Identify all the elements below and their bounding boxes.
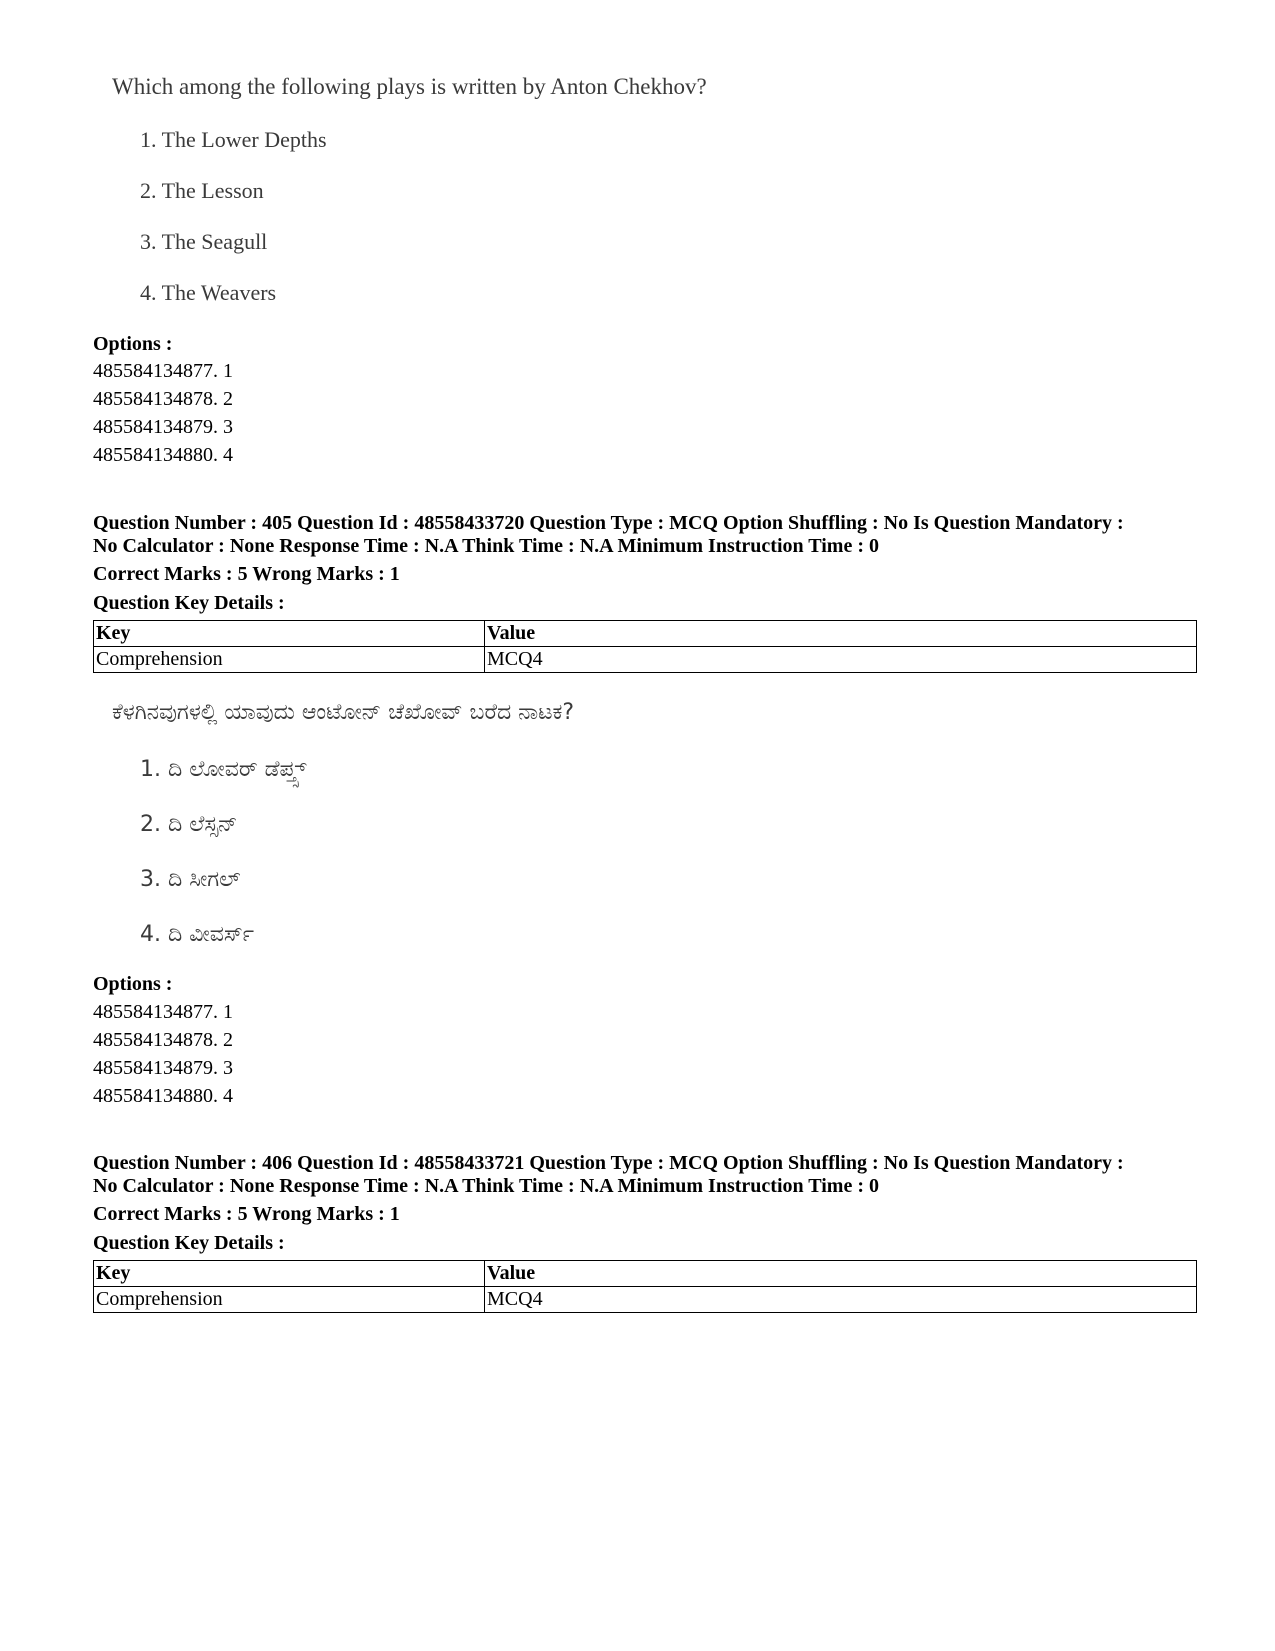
- table-header-key: Key: [94, 621, 485, 647]
- table-row: [94, 1287, 1197, 1313]
- key-details-heading: Question Key Details :: [93, 592, 285, 614]
- table-header-key: Key: [94, 1261, 485, 1287]
- image-option-2-kannada: 2. ದಿ ಲೆಸ್ಸನ್: [140, 812, 238, 837]
- table-header-value: Value: [485, 1261, 1197, 1287]
- question-text-kannada: ಕೆಳಗಿನವುಗಳಲ್ಲಿ ಯಾವುದು ಆಂಟೋನ್ ಚೆಖೋವ್ ಬರೆದ ನಾಟಕ?: [112, 700, 575, 725]
- option-id-4: 485584134880. 4: [93, 1085, 233, 1107]
- question-text-english: Which among the following plays is written by Anton Chekhov?: [112, 74, 707, 99]
- option-id-1: 485584134877. 1: [93, 360, 233, 382]
- option-id-3: 485584134879. 3: [93, 1057, 233, 1079]
- image-option-1-kannada: 1. ದಿ ಲೋವರ್ ಡೆಪ್ತ್ಸ್: [140, 757, 307, 782]
- image-option-3-kannada: 3. ದಿ ಸೀಗಲ್: [140, 867, 241, 892]
- table-header-value: Value: [485, 621, 1197, 647]
- marks-line: Correct Marks : 5 Wrong Marks : 1: [93, 1203, 400, 1225]
- question-meta-line-1: Question Number : 405 Question Id : 48558433720 Question Type : MCQ Option Shuffling : No Is Question Mandatory :: [93, 512, 1124, 534]
- table-cell-value: MCQ4: [485, 647, 1197, 673]
- key-details-table: [93, 1260, 1197, 1313]
- option-id-4: 485584134880. 4: [93, 444, 233, 466]
- table-cell-key: Comprehension: [94, 647, 485, 673]
- key-details-heading: Question Key Details :: [93, 1232, 285, 1254]
- table-header-row: [94, 621, 1197, 647]
- image-option-4: 4. The Weavers: [140, 280, 277, 305]
- question-meta-line-1: Question Number : 406 Question Id : 48558433721 Question Type : MCQ Option Shuffling : No Is Question Mandatory :: [93, 1152, 1124, 1174]
- image-option-2: 2. The Lesson: [140, 178, 264, 203]
- options-heading: Options :: [93, 333, 173, 355]
- table-header-row: [94, 1261, 1197, 1287]
- option-id-1: 485584134877. 1: [93, 1001, 233, 1023]
- table-row: [94, 647, 1197, 673]
- question-meta-line-2: No Calculator : None Response Time : N.A Think Time : N.A Minimum Instruction Time : 0: [93, 535, 879, 557]
- image-option-3: 3. The Seagull: [140, 229, 268, 254]
- option-id-3: 485584134879. 3: [93, 416, 233, 438]
- option-id-2: 485584134878. 2: [93, 1029, 233, 1051]
- option-id-2: 485584134878. 2: [93, 388, 233, 410]
- image-option-4-kannada: 4. ದಿ ವೀವರ್ಸ್: [140, 922, 255, 947]
- image-option-1: 1. The Lower Depths: [140, 127, 327, 152]
- table-cell-key: Comprehension: [94, 1287, 485, 1313]
- table-cell-value: MCQ4: [485, 1287, 1197, 1313]
- options-heading: Options :: [93, 973, 173, 995]
- key-details-table: [93, 620, 1197, 673]
- marks-line: Correct Marks : 5 Wrong Marks : 1: [93, 563, 400, 585]
- question-meta-line-2: No Calculator : None Response Time : N.A Think Time : N.A Minimum Instruction Time : 0: [93, 1175, 879, 1197]
